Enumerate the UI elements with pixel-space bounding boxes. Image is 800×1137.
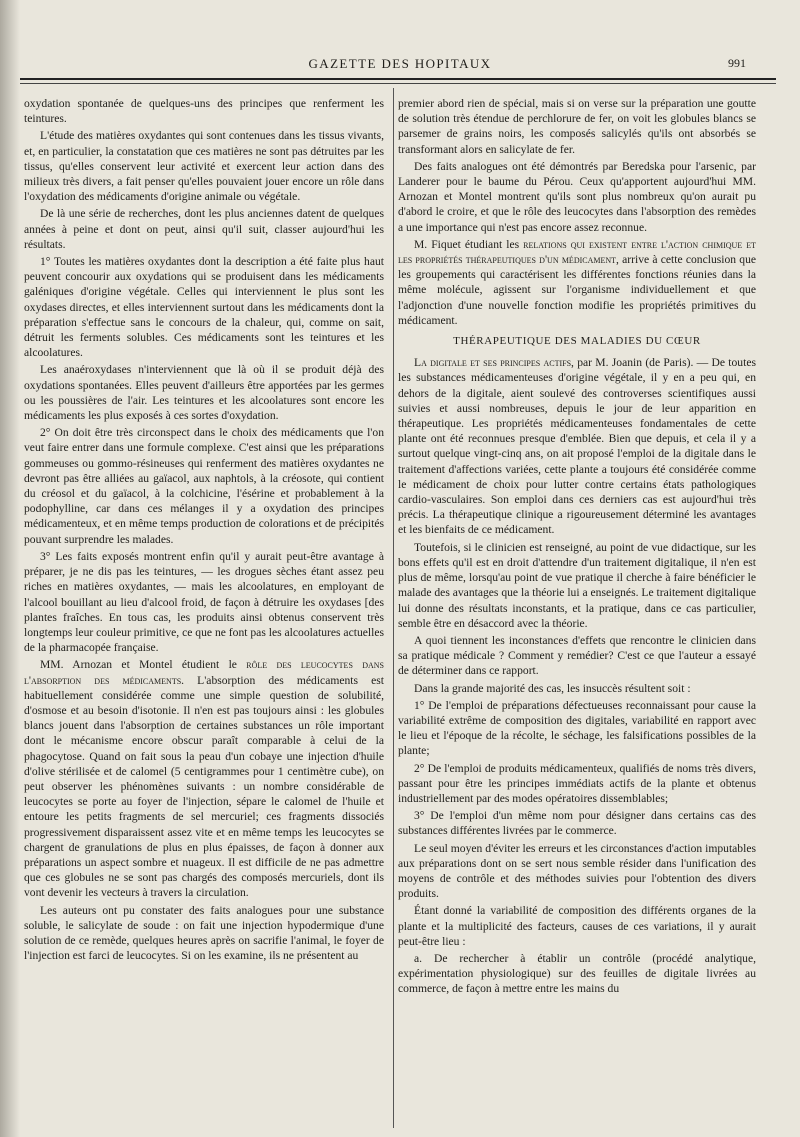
column-divider: [393, 88, 394, 1128]
paragraph: 3° De l'emploi d'un même nom pour désigner dans certains cas des substances différentes livrées par le commerce.: [398, 809, 756, 838]
paragraph: [398, 237, 756, 328]
right-column: [398, 96, 756, 999]
paragraph: L'étude des matières oxydantes qui sont contenues dans les tissus vivants, et, en particulier, la constatation que ces matières ne sont pas détruites par les tissus, qu'elles conservent leur activité et exercent leur action dans des milieux très divers, a fait penser qu'elles pouvaient jouer encore un rôle dans l'oxydation des médicaments d'origine animale ou végétale.: [24, 129, 384, 204]
text-run: M. Fiquet étudiant les: [414, 237, 524, 251]
paragraph: 2° De l'emploi de produits médicamenteux, qualifiés de noms très divers, passant pour être les principes immédiats actifs de la plante et obtenus industriellement par des modes opératoires dissemblables;: [398, 761, 756, 805]
paragraph: Les auteurs ont pu constater des faits analogues pour une substance soluble, le salicylate de soude : on fait une injection hypodermique d'une solution de ce remède, quelques heures après on sacrifie l'animal, le foyer de l'injection est farci de leucocytes. Si on les examine, ils ne présentent au: [24, 903, 384, 963]
paragraph: Dans la grande majorité des cas, les insuccès résultent soit :: [414, 681, 691, 695]
paragraph: 1° De l'emploi de préparations défectueuses reconnaissant pour cause la variabilité extrême de composition des digitales, variabilité en rapport avec le lieu et l'époque de la récolte, le séchage, les falsifications possibles de la plante;: [398, 698, 756, 758]
paragraph: 2° On doit être très circonspect dans le choix des médicaments que l'on veut faire entrer dans une formule complexe. C'est ainsi que les préparations gommeuses ou gommo-résineuses qui renferment des matières oxydantes ne devront pas être alliées au gaïacol, aux naphtols, à la créosote, qui contient du créosol et du gaïacol, à la colchicine, l'ésérine et probablement à la podophylline, car dans ces mélanges il y a oxydation des principes médicamenteux, et en même temps production de colorations et de précipités pouvant surprendre les malades.: [24, 426, 384, 546]
paragraph: a. De rechercher à établir un contrôle (procédé analytique, expérimentation physiologique) sur des feuilles de digitale livrées au commerce, de façon à mettre entre les mains du: [398, 951, 756, 996]
smallcaps-topic: rôle des leucocytes dans l'absorption des médicaments: [24, 658, 384, 687]
paragraph: Étant donné la variabilité de composition des différents organes de la plante et la multiplicité des facteurs, causes de ces variations, il y aurait peut-être lieu :: [398, 904, 756, 948]
text-run: , par M. Joanin (de Paris). — De toutes les substances médicamenteuses d'origine végétale, il y en a peu qui, en dehors de la digitale, aient soulevé des controverses scientifiques aussi suivies et aussi nombreuses, depuis le jour de leur apparition en thérapeutique. Les propriétés médicamenteuses fondamentales de cette plante ont été reconnues presque d'emblée. Bien que depuis, et cela il y a surtout quelque vingt-cinq ans, on ait proposé l'emploi de la digitale dans le traitement d'affections variées, cette plante a toujours été considérée comme le médicament de choix pour lutter contre certains états pathologiques cardio-vasculaires. Son emploi dans ces derniers cas est aujourd'hui très précis. La thérapeutique clinique a rigoureusement déterminé les avantages et les bienfaits de ce médicament.: [398, 356, 756, 537]
paragraph: 3° Les faits exposés montrent enfin qu'il y aurait peut-être avantage à préparer, je ne dis pas les teintures, — les drogues sèches étant assez peu riches en matières oxydantes, — mais les alcoolatures, en employant de l'alcool bouillant au lieu d'alcool froid, de façon à détruire les oxydases [des plantes fraîches. En tous cas, les produits ainsi obtenus conservent très longtemps leur couleur primitive, ce que ne font pas les alcoolatures actuelles de la pharmacopée française.: [24, 549, 384, 655]
page-number: 991: [728, 56, 746, 70]
paragraph: De là une série de recherches, dont les plus anciennes datent de quelques années à peine et dont on peut, ainsi qu'il suit, classer aujourd'hui les résultats.: [24, 207, 384, 251]
header-rule-thick: [20, 78, 776, 80]
paragraph: [398, 355, 756, 537]
smallcaps-topic: La digitale et ses principes actifs: [414, 356, 572, 370]
section-heading: THÉRAPEUTIQUE DES MALADIES DU CŒUR: [453, 335, 701, 348]
paragraph: 1° Toutes les matières oxydantes dont la description a été faite plus haut peuvent concourir aux oxydations qui se produisent dans les médicaments galéniques d'origine végétale. Celles qui interviennent le plus sont les oxydases directes, et elles interviennent surtout dans les médicaments dont la préparation s'effectue sans le concours de la chaleur, qui, comme on sait, détruit les ferments solubles. Ces médicaments sont les teintures et les alcoolatures.: [24, 255, 384, 360]
paragraph: oxydation spontanée de quelques-uns des principes que renferment les teintures.: [24, 97, 384, 126]
paragraph: Des faits analogues ont été démontrés par Beredska pour l'arsenic, par Landerer pour le baume du Pérou. Ceux qu'apportent aujourd'hui MM. Arnozan et Montel montrent qu'ils sont plus nombreux qu'on aurait pu d'abord le croire, et que le rôle des leucocytes dans l'absorption des remèdes a une importance qui n'est pas encore assez reconnue.: [398, 159, 756, 234]
paragraph: A quoi tiennent les inconstances d'effets que rencontre le clinicien dans sa pratique médicale ? Comment y remédier? C'est ce que l'auteur a essayé de déterminer dans ce rapport.: [398, 633, 756, 678]
paragraph: [24, 657, 384, 900]
text-run: , arrive à cette conclusion que les groupements qui caractérisent les différentes fonctions réunies dans la même molécule, agissent sur l'organisme individuellement et que l'adjonction d'une nouvelle fonction modifie les propriétés primitives du médicament.: [398, 253, 757, 327]
smallcaps-topic: relations qui existent entre l'action chimique et les propriétés thérapeutiques d'un médicament: [398, 237, 757, 267]
text-run: . L'absorption des médicaments est habituellement considérée comme une simple question de solubilité, d'osmose et au besoin d'isotonie. Il n'en est pas toujours ainsi : les globules blancs jouent dans l'absorption de certaines substances un rôle important dont le mécanisme encore obscur paraît comparable à celui de la phagocytose. Quand on fait sous la peau d'un cobaye une injection d'huile d'olive stérilisée et de calomel (5 centigrammes pour 1 centimètre cube), on peut observer les phénomènes suivants : un nombre considérable de leucocytes se porte au foyer de l'injection, sépare le calomel de l'huile et entoure les petits fragments de sel mercuriel; ces fragments dissociés progressivement disparaissent assez vite et en même temps les leucocytes se chargent de granulations de plus en plus épaisses, de façon à donner aux préparations un aspect sombre et nuageux. Il est difficile de ne pas admettre que ces globules ne se sont pas chargés des composés mercuriels, dont ils vont devenir les vecteurs à travers la circulation.: [24, 673, 384, 900]
header-rule-thin: [20, 83, 776, 84]
paragraph: premier abord rien de spécial, mais si on verse sur la préparation une goutte de solution très étendue de perchlorure de fer, on voit les globules blancs se parsemer de grains noirs, les composés salicylés qu'ils ont absorbés se transformant alors en salicylate de fer.: [398, 97, 756, 156]
paragraph: Le seul moyen d'éviter les erreurs et les circonstances d'action imputables aux préparations dont on se sert nous semble résider dans l'unification des moyens de contrôle et des méthodes suivies pour l'obtention des divers produits.: [398, 841, 756, 901]
page-header-title: GAZETTE DES HOPITAUX: [308, 56, 492, 71]
left-column: [24, 96, 384, 965]
paragraph: Toutefois, si le clinicien est renseigné, au point de vue didactique, sur les bons effets qu'il est en droit d'attendre d'un traitement digitalique, il n'en est plus de même, lorsqu'au point de vue pratique il cherche à faire bénéficier le malade des avantages que la théorie lui a enseignés. Le traitement digitalique lui donne des résultats inconstants, et la pratique, dans ce cas particulier, semble être en désaccord avec la théorie.: [398, 540, 756, 630]
page-edge-shadow: [0, 0, 20, 1137]
paragraph: Les anaéroxydases n'interviennent que là où il se produit déjà des oxydations spontanées. Elles peuvent d'ailleurs être apportées par les germes ou les poussières de l'air. Les teintures et les alcoolatures sont encore les médicaments les plus exposés à ces sortes d'oxydation.: [24, 363, 384, 423]
text-run: MM. Arnozan et Montel étudient le: [40, 658, 247, 672]
